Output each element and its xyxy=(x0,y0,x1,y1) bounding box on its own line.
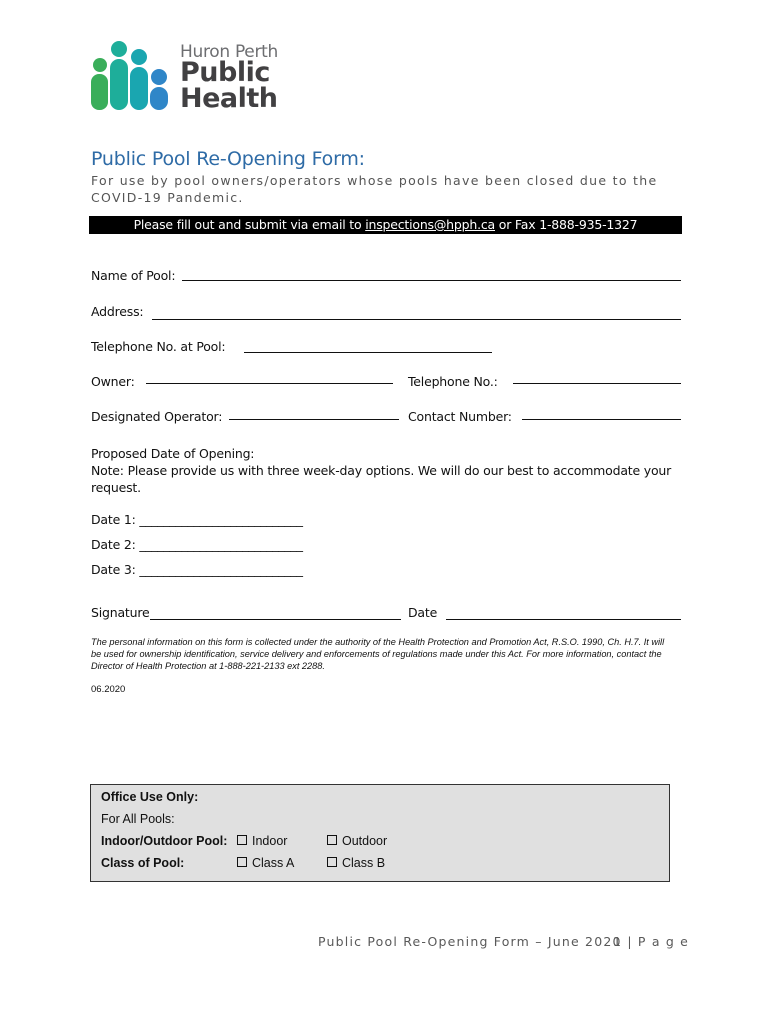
outdoor-option[interactable] xyxy=(327,834,387,848)
for-all-pools-label: For All Pools: xyxy=(101,812,175,826)
revision-code: 06.2020 xyxy=(91,684,126,695)
proposed-date-heading: Proposed Date of Opening: xyxy=(91,446,255,461)
class-of-pool-label: Class of Pool: xyxy=(101,856,185,870)
owner-label: Owner: xyxy=(91,374,135,389)
banner-suffix: or Fax 1-888-935-1327 xyxy=(495,217,638,232)
telephone-at-pool-label: Telephone No. at Pool: xyxy=(91,339,226,354)
logo-text-huron-perth: Huron Perth xyxy=(180,42,278,62)
indoor-checkbox[interactable] xyxy=(237,835,247,845)
banner-prefix: Please fill out and submit via email to xyxy=(133,217,366,232)
indoor-option-label: Indoor xyxy=(252,834,288,848)
class-b-checkbox[interactable] xyxy=(327,857,337,867)
class-b-option[interactable] xyxy=(327,856,385,870)
privacy-notice: The personal information on this form is collected under the authority of the Health Protection and Promotion Act, R.S.O. 1990, Ch. H.7. It will be used for ownership identification, service delivery and enforcements of regulations made under this Act. For more information, contact the Director of Health Protection at 1-888-221-2133 ext 2288. xyxy=(91,637,665,671)
class-a-option[interactable] xyxy=(237,856,294,870)
telephone-no-field[interactable] xyxy=(513,383,681,384)
address-label: Address: xyxy=(91,304,144,319)
telephone-no-label: Telephone No.: xyxy=(408,374,498,389)
form-subtitle: For use by pool owners/operators whose pools have been closed due to the COVID-19 Pandemic. xyxy=(91,173,658,205)
page-number: 1 | P a g e xyxy=(613,934,690,949)
class-a-checkbox[interactable] xyxy=(237,857,247,867)
logo-figures-icon xyxy=(88,40,174,112)
submission-banner xyxy=(89,216,682,234)
address-field[interactable] xyxy=(152,319,681,320)
date-1-field[interactable]: Date 1: ___________________________ xyxy=(91,512,303,527)
logo-text-public: Public xyxy=(180,57,270,88)
date-field[interactable] xyxy=(446,619,681,620)
form-title: Public Pool Re-Opening Form: xyxy=(91,148,365,170)
designated-operator-field[interactable] xyxy=(229,419,399,420)
proposed-date-note: Note: Please provide us with three week-day options. We will do our best to accommodate your request. xyxy=(91,463,672,495)
proposed-date-section xyxy=(91,445,681,496)
date-3-field[interactable]: Date 3: ___________________________ xyxy=(91,562,303,577)
name-of-pool-label: Name of Pool: xyxy=(91,268,176,283)
office-use-heading: Office Use Only: xyxy=(101,790,199,804)
signature-label: Signature xyxy=(91,605,150,620)
signature-field[interactable] xyxy=(150,619,401,620)
logo xyxy=(88,40,174,112)
footer-title: Public Pool Re-Opening Form – June 2020 xyxy=(318,934,622,949)
name-of-pool-field[interactable] xyxy=(182,280,681,281)
contact-number-label: Contact Number: xyxy=(408,409,512,424)
date-2-field[interactable]: Date 2: ___________________________ xyxy=(91,537,303,552)
outdoor-option-label: Outdoor xyxy=(342,834,388,848)
class-b-option-label: Class B xyxy=(342,856,386,870)
telephone-at-pool-field[interactable] xyxy=(244,352,492,353)
office-use-box xyxy=(90,784,670,882)
indoor-option[interactable] xyxy=(237,834,287,848)
date-label: Date xyxy=(408,605,438,620)
indoor-outdoor-label: Indoor/Outdoor Pool: xyxy=(101,834,228,848)
logo-text-health: Health xyxy=(180,83,278,114)
contact-number-field[interactable] xyxy=(522,419,681,420)
class-a-option-label: Class A xyxy=(252,856,295,870)
owner-field[interactable] xyxy=(146,383,393,384)
designated-operator-label: Designated Operator: xyxy=(91,409,223,424)
email-link[interactable]: inspections@hpph.ca xyxy=(365,217,495,232)
outdoor-checkbox[interactable] xyxy=(327,835,337,845)
